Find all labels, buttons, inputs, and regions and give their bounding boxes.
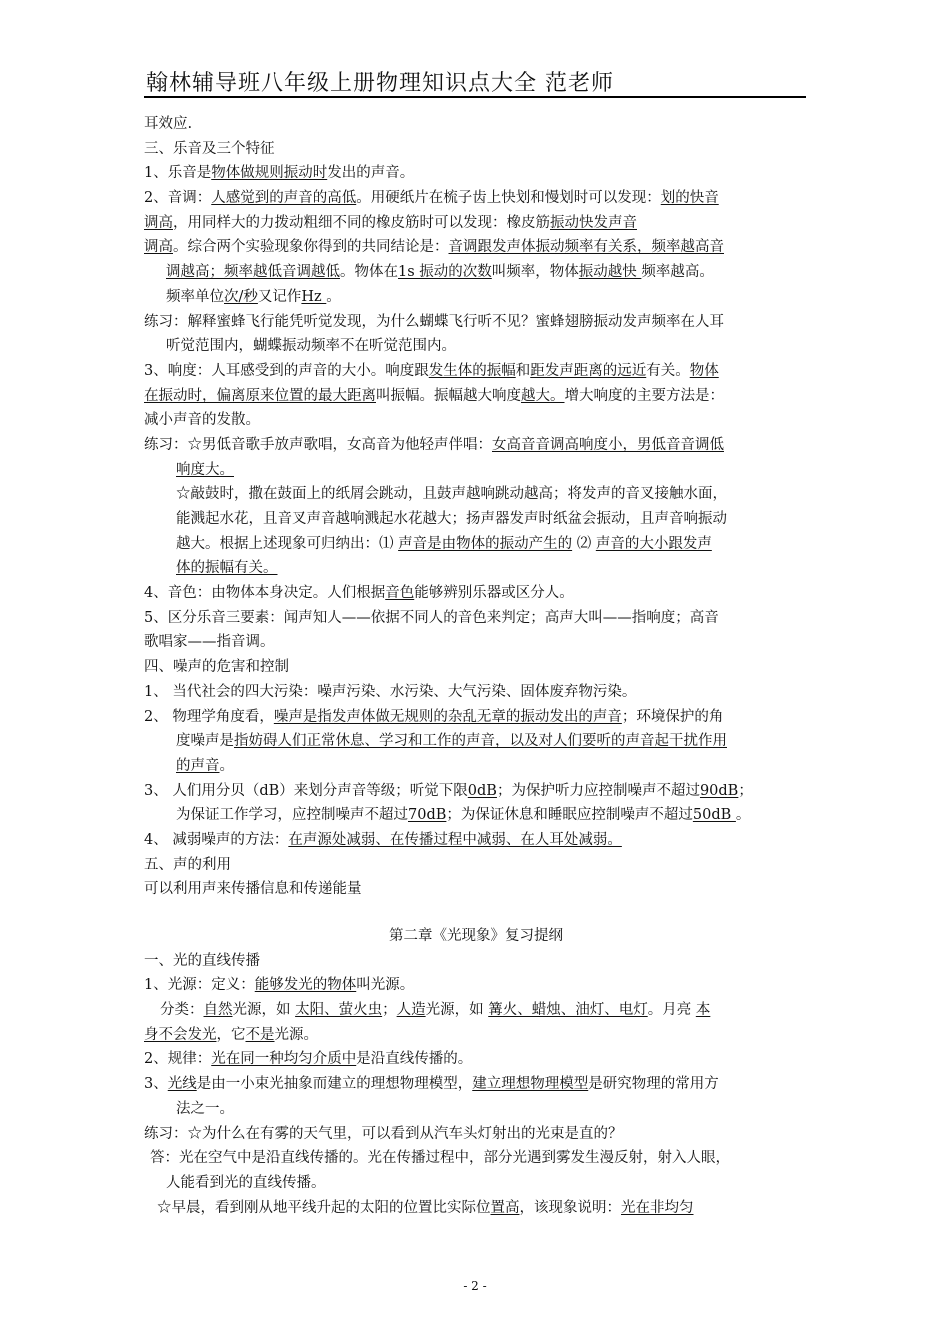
answer-blank: 人造 [396, 1002, 426, 1019]
answer-blank: 篝火、蜡烛、油灯、电灯 [488, 1002, 648, 1019]
text-line [144, 729, 808, 754]
text-line [144, 260, 808, 285]
exercise-line [144, 433, 808, 458]
answer-blank: 50dB [692, 807, 736, 824]
text-segment: 一、光的直线传播 [144, 952, 260, 969]
text-segment: ；环境保护的角 [621, 708, 724, 725]
answer-blank: 在振动时，偏离原来位置的最大距离 [144, 387, 376, 404]
text-segment: ； [738, 782, 753, 799]
text-segment: 练习：☆为什么在有雾的天气里，可以看到从汽车头灯射出的光束是直的？ [144, 1125, 623, 1142]
text-line [144, 779, 808, 804]
section-heading [144, 949, 808, 974]
text-segment: 为保证工作学习，应控制噪声不超过 [176, 807, 408, 824]
text-segment: 第二章《光现象》复习提纲 [389, 928, 563, 944]
answer-blank: 光在同一种均匀介质中 [211, 1051, 357, 1068]
text-segment: 5、区分乐音三要素：闻声知人——依据不同人的音色来判定；高声大叫——指响度；高音 [144, 609, 719, 626]
text-line [144, 1023, 808, 1048]
text-segment: ，用同样大的力拨动粗细不同的橡皮筋时可以发现：橡皮筋 [173, 214, 550, 231]
text-segment: 五、声的利用 [144, 856, 231, 873]
exercise-line [144, 458, 808, 483]
text-segment: 可以利用声来传播信息和传递能量 [144, 881, 362, 898]
text-segment: 四、噪声的危害和控制 [144, 659, 289, 676]
answer-blank: 70dB [408, 807, 447, 824]
text-segment: ，它 [216, 1026, 246, 1043]
text-line [144, 803, 808, 828]
section-heading [144, 137, 808, 162]
answer-blank: 人感觉到的声音的高低 [211, 190, 357, 207]
text-line [144, 998, 808, 1023]
answer-blank: 发生体的振幅 [428, 362, 516, 379]
page-number: - 2 - [463, 1279, 487, 1293]
text-line [144, 828, 808, 853]
text-segment: 答：光在空气中是沿直线传播的。光在传播过程中，部分光遇到雾发生漫反射，射入人眼， [150, 1150, 730, 1167]
text-segment: 2、音调： [144, 190, 212, 207]
exercise-line [144, 556, 808, 581]
text-segment: 。用硬纸片在梳子齿上快划和慢划时可以发现： [356, 190, 661, 207]
answer-blank: 置高 [490, 1199, 520, 1216]
text-segment: 1、光源：定义： [144, 977, 255, 994]
text-line [144, 112, 808, 137]
text-segment: 是研究物理的常用方 [588, 1076, 719, 1093]
text-segment: 2、规律： [144, 1051, 212, 1068]
exercise-line [144, 507, 808, 532]
answer-blank: 音调跟发声体振动频率有关系，频率越高音 [448, 239, 724, 256]
text-segment: 三、乐音及三个特征 [144, 140, 275, 157]
text-segment: 练习：☆男低音歌手放声歌唱，女高音为他轻声伴唱： [144, 436, 492, 453]
answer-blank: 身不会发光 [144, 1026, 217, 1043]
text-segment: 和 [515, 362, 531, 379]
answer-blank: 太阳、萤火虫 [295, 1002, 383, 1019]
text-segment: 。 [219, 757, 234, 774]
answer-blank: 响度大。 [176, 461, 234, 478]
text-segment: 能够辨别乐器或区分人。 [414, 585, 574, 602]
text-segment: 1、 当代社会的四大污染：噪声污染、水污染、大气污染、固体废弃物污染。 [144, 683, 637, 700]
text-segment: 练习：解释蜜蜂飞行能凭听觉发现，为什么蝴蝶飞行听不见？蜜蜂翅膀振动发声频率在人耳 [144, 313, 724, 330]
answer-blank: 振动越快 [578, 264, 642, 281]
exercise-line [144, 1122, 808, 1147]
exercise-line [144, 532, 808, 557]
text-segment: ☆早晨，看到刚从地平线升起的太阳的位置比实际位 [157, 1199, 491, 1216]
text-segment: ；为保护听力应控制噪声不超过 [496, 782, 700, 799]
answer-blank: 建立理想物理模型 [472, 1076, 589, 1093]
text-line [144, 285, 808, 310]
text-segment: 歌唱家——指音调。 [144, 634, 275, 651]
answer-blank: 指妨碍人们正常休息、学习和工作的声音，以及对人们要听的声音起干扰作用 [234, 733, 727, 750]
text-segment: 。月亮 [647, 1002, 696, 1019]
text-segment: 。 [735, 807, 751, 824]
text-line [144, 705, 808, 730]
text-line [144, 211, 808, 236]
text-line [144, 754, 808, 779]
text-segment: 。 [326, 288, 341, 305]
answer-blank: Hz [301, 288, 327, 305]
chapter-title [144, 924, 808, 949]
answer-blank: 物体 [689, 362, 719, 379]
page-header [144, 62, 806, 98]
answer-blank: 声音是由物体的振动产生的 [398, 535, 573, 552]
text-segment: 4、音色：由物体本身决定。人们根据 [144, 585, 386, 602]
text-line [144, 581, 808, 606]
answer-blank: 越大。 [521, 387, 565, 404]
answer-blank: 调越高；频率越低音调越低 [166, 264, 340, 281]
text-segment: 越大。根据上述现象可归纳出：⑴ [176, 535, 399, 552]
answer-blank: 声音的大小跟发声 [595, 535, 712, 552]
text-segment: 3、 人们用分贝（dB）来划分声音等级；听觉下限 [144, 782, 468, 799]
answer-blank: 0dB [467, 782, 497, 799]
text-segment: ；为保证休息和睡眠应控制噪声不超过 [446, 807, 693, 824]
answer-blank: 音色 [385, 585, 415, 602]
text-segment: 是由一小束光抽象而建立的理想物理模型， [196, 1076, 473, 1093]
answer-blank: 光线 [167, 1076, 197, 1093]
text-segment: ⑵ [572, 535, 596, 552]
text-segment: 耳效应. [144, 116, 193, 132]
answer-blank: 女高音音调高响度小，男低音音调低 [492, 436, 724, 453]
text-segment: 4、 减弱噪声的方法： [144, 831, 289, 848]
text-segment: 有关。 [646, 362, 690, 379]
answer-blank: 噪声是指发声体做无规则的杂乱无章的振动发出的声音 [273, 708, 622, 725]
text-segment: 又记作 [257, 288, 302, 305]
text-segment: 叫光源。 [356, 977, 415, 994]
text-segment: 分类： [160, 1002, 204, 1019]
text-segment: 3、 [144, 1076, 168, 1093]
text-segment: 能溅起水花，且音叉声音越响溅起水花越大；扬声器发声时纸盆会振动，且声音响振动 [176, 511, 727, 527]
answer-blank: 的声音 [176, 757, 220, 774]
exercise-line [144, 1196, 808, 1221]
exercise-line [144, 334, 808, 359]
text-segment: ☆敲鼓时，撒在鼓面上的纸屑会跳动，且鼓声越响跳动越高；将发声的音叉接触水面， [176, 486, 727, 503]
text-segment: 频率单位 [166, 288, 224, 305]
text-segment: 2、 物理学角度看， [144, 708, 274, 725]
text-segment: 3、响度：人耳感受到的声音的大小。响度跟 [144, 362, 429, 379]
text-segment: 。综合两个实验现象你得到的共同结论是： [173, 239, 449, 256]
text-line [144, 186, 808, 211]
section-heading [144, 655, 808, 680]
text-segment: ； [382, 1002, 397, 1019]
answer-blank: 划的快音 [660, 190, 719, 207]
text-line [144, 384, 808, 409]
text-segment: 1、乐音是 [144, 165, 212, 182]
text-segment: 增大响度的主要方法是： [564, 387, 724, 404]
answer-blank: 体的振幅有关。 [176, 560, 278, 577]
text-segment: 听觉范围内，蝴蝶振动频率不在听觉范围内。 [166, 338, 456, 355]
text-line [144, 408, 808, 433]
answer-blank: 距发声距离的远近 [530, 362, 647, 379]
answer-blank: 振动快发声音 [550, 214, 637, 231]
text-segment: 是沿直线传播的。 [356, 1051, 473, 1068]
answer-blank: 自然 [203, 1002, 233, 1019]
text-segment: ，该现象说明： [519, 1199, 621, 1216]
answer-blank: 物体做规则振动时 [211, 165, 328, 182]
exercise-line [144, 482, 808, 507]
text-segment: 减小声音的发散。 [144, 412, 260, 429]
answer-line [144, 1171, 808, 1196]
text-line [144, 235, 808, 260]
header-title: 翰林辅导班八年级上册物理知识点大全 范老师 [146, 71, 614, 96]
text-segment: 。物体在 [340, 264, 398, 281]
text-segment: 频率越高。 [641, 264, 714, 281]
text-segment: 光源，如 [425, 1002, 489, 1019]
text-line [144, 680, 808, 705]
answer-blank: 能够发光的物体 [254, 977, 357, 994]
text-line [144, 1097, 808, 1122]
text-segment: 光源。 [274, 1026, 318, 1043]
answer-blank: 光在非均匀 [621, 1199, 694, 1216]
answer-blank: 不是 [245, 1026, 275, 1043]
text-line [144, 630, 808, 655]
answer-blank: 调高 [144, 239, 173, 256]
text-segment: 叫频率，物体 [491, 264, 579, 281]
text-segment: 法之一。 [176, 1100, 234, 1117]
exercise-line [144, 310, 808, 335]
text-line [144, 1047, 808, 1072]
text-line [144, 1072, 808, 1097]
text-line [144, 161, 808, 186]
text-line [144, 606, 808, 631]
answer-blank: 在声源处减弱、在传播过程中减弱、在人耳处减弱。 [288, 831, 622, 848]
answer-blank: 调高 [144, 214, 173, 231]
text-line [144, 877, 808, 902]
text-segment: 度噪声是 [176, 733, 234, 750]
spacer [144, 902, 808, 924]
answer-blank: 本 [695, 1002, 711, 1019]
text-segment: 发出的声音。 [327, 165, 415, 182]
answer-blank: 次/秒 [224, 288, 258, 305]
text-line [144, 359, 808, 384]
text-segment: 人能看到光的直线传播。 [166, 1174, 326, 1191]
text-segment: 叫振幅。振幅越大响度 [376, 387, 521, 404]
text-line [144, 973, 808, 998]
answer-line [144, 1146, 808, 1171]
answer-blank: 90dB [699, 782, 739, 799]
document-body [144, 112, 808, 1220]
section-heading [144, 853, 808, 878]
text-segment: 光源，如 [232, 1002, 296, 1019]
answer-blank: 1s 振动的次数 [398, 264, 492, 281]
